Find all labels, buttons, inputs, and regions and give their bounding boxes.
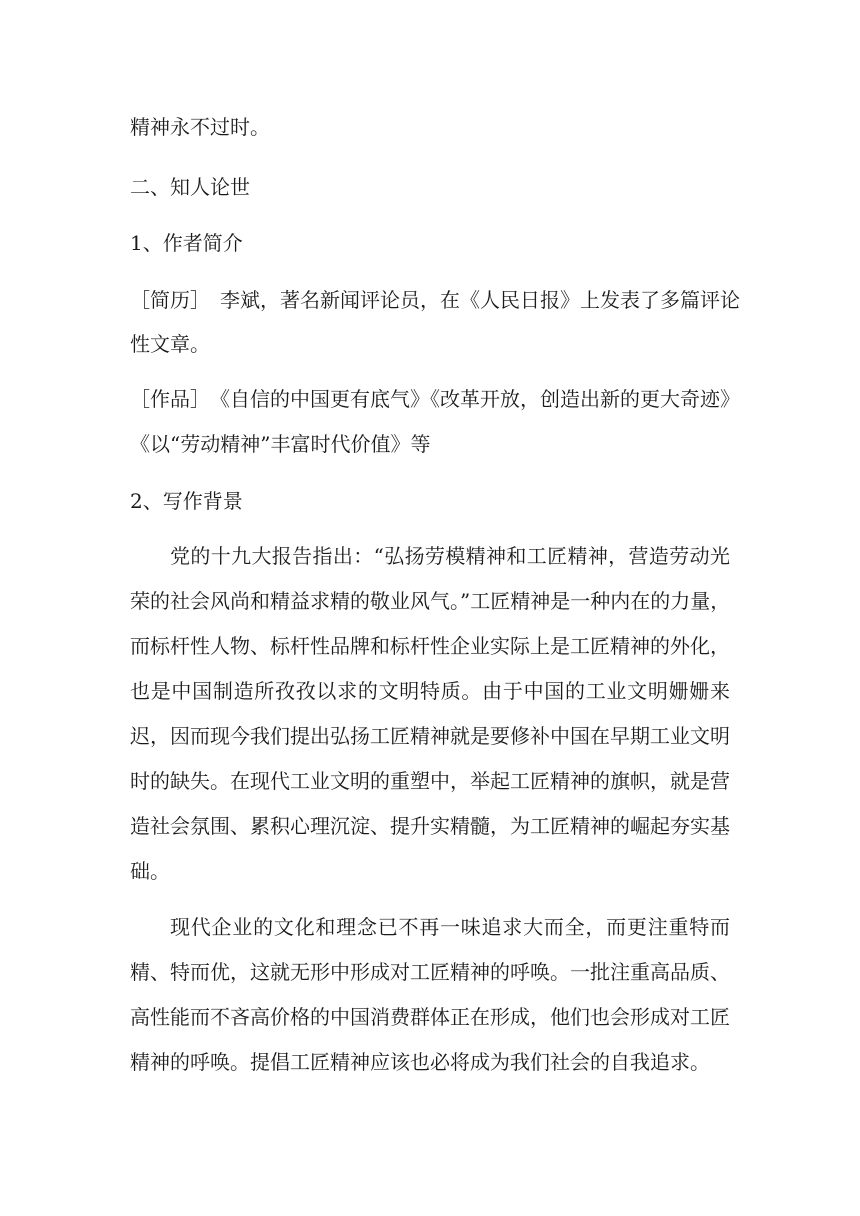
text-line: 现代企业的文化和理念已不再一味追求大而全，而更注重特而 <box>170 915 730 939</box>
text-line: 造社会氛围、累积心理沉淀、提升实精髓，为工匠精神的崛起夯实基 <box>130 814 730 838</box>
text-line: 荣的社会风尚和精益求精的敬业风气。”工匠精神是一种内在的力量， <box>130 589 731 613</box>
section-heading: 二、知人论世 <box>130 175 250 199</box>
text-line: 性文章。 <box>130 332 210 356</box>
text-line: 高性能而不吝高价格的中国消费群体正在形成，他们也会形成对工匠 <box>130 1005 730 1029</box>
text-line: 党的十九大报告指出：“弘扬劳模精神和工匠精神，营造劳动光 <box>170 544 730 568</box>
text-line: 也是中国制造所孜孜以求的文明特质。由于中国的工业文明姗姗来 <box>130 679 730 703</box>
text-line: 时的缺失。在现代工业文明的重塑中，举起工匠精神的旗帜，就是营 <box>130 769 730 793</box>
subsection-heading: 1、作者简介 <box>130 231 243 255</box>
text-line: ［作品］ 《自信的中国更有底气》《改革开放，创造出新的更大奇迹》 <box>130 387 740 411</box>
text-line: 精、特而优，这就无形中形成对工匠精神的呼唤。一批注重高品质、 <box>130 960 730 984</box>
text-line: 而标杆性人物、标杆性品牌和标杆性企业实际上是工匠精神的外化， <box>130 634 730 658</box>
text-line: 础。 <box>130 859 170 883</box>
text-line: ［简历］ 李斌，著名新闻评论员，在《人民日报》上发表了多篇评论 <box>130 288 740 312</box>
text-line: 迟，因而现今我们提出弘扬工匠精神就是要修补中国在早期工业文明 <box>130 724 730 748</box>
text-line: 精神永不过时。 <box>130 115 270 139</box>
text-line: 精神的呼唤。提倡工匠精神应该也必将成为我们社会的自我追求。 <box>130 1050 710 1074</box>
text-line: 《以“劳动精神”丰富时代价值》等 <box>130 432 431 456</box>
subsection-heading: 2、写作背景 <box>130 489 243 513</box>
